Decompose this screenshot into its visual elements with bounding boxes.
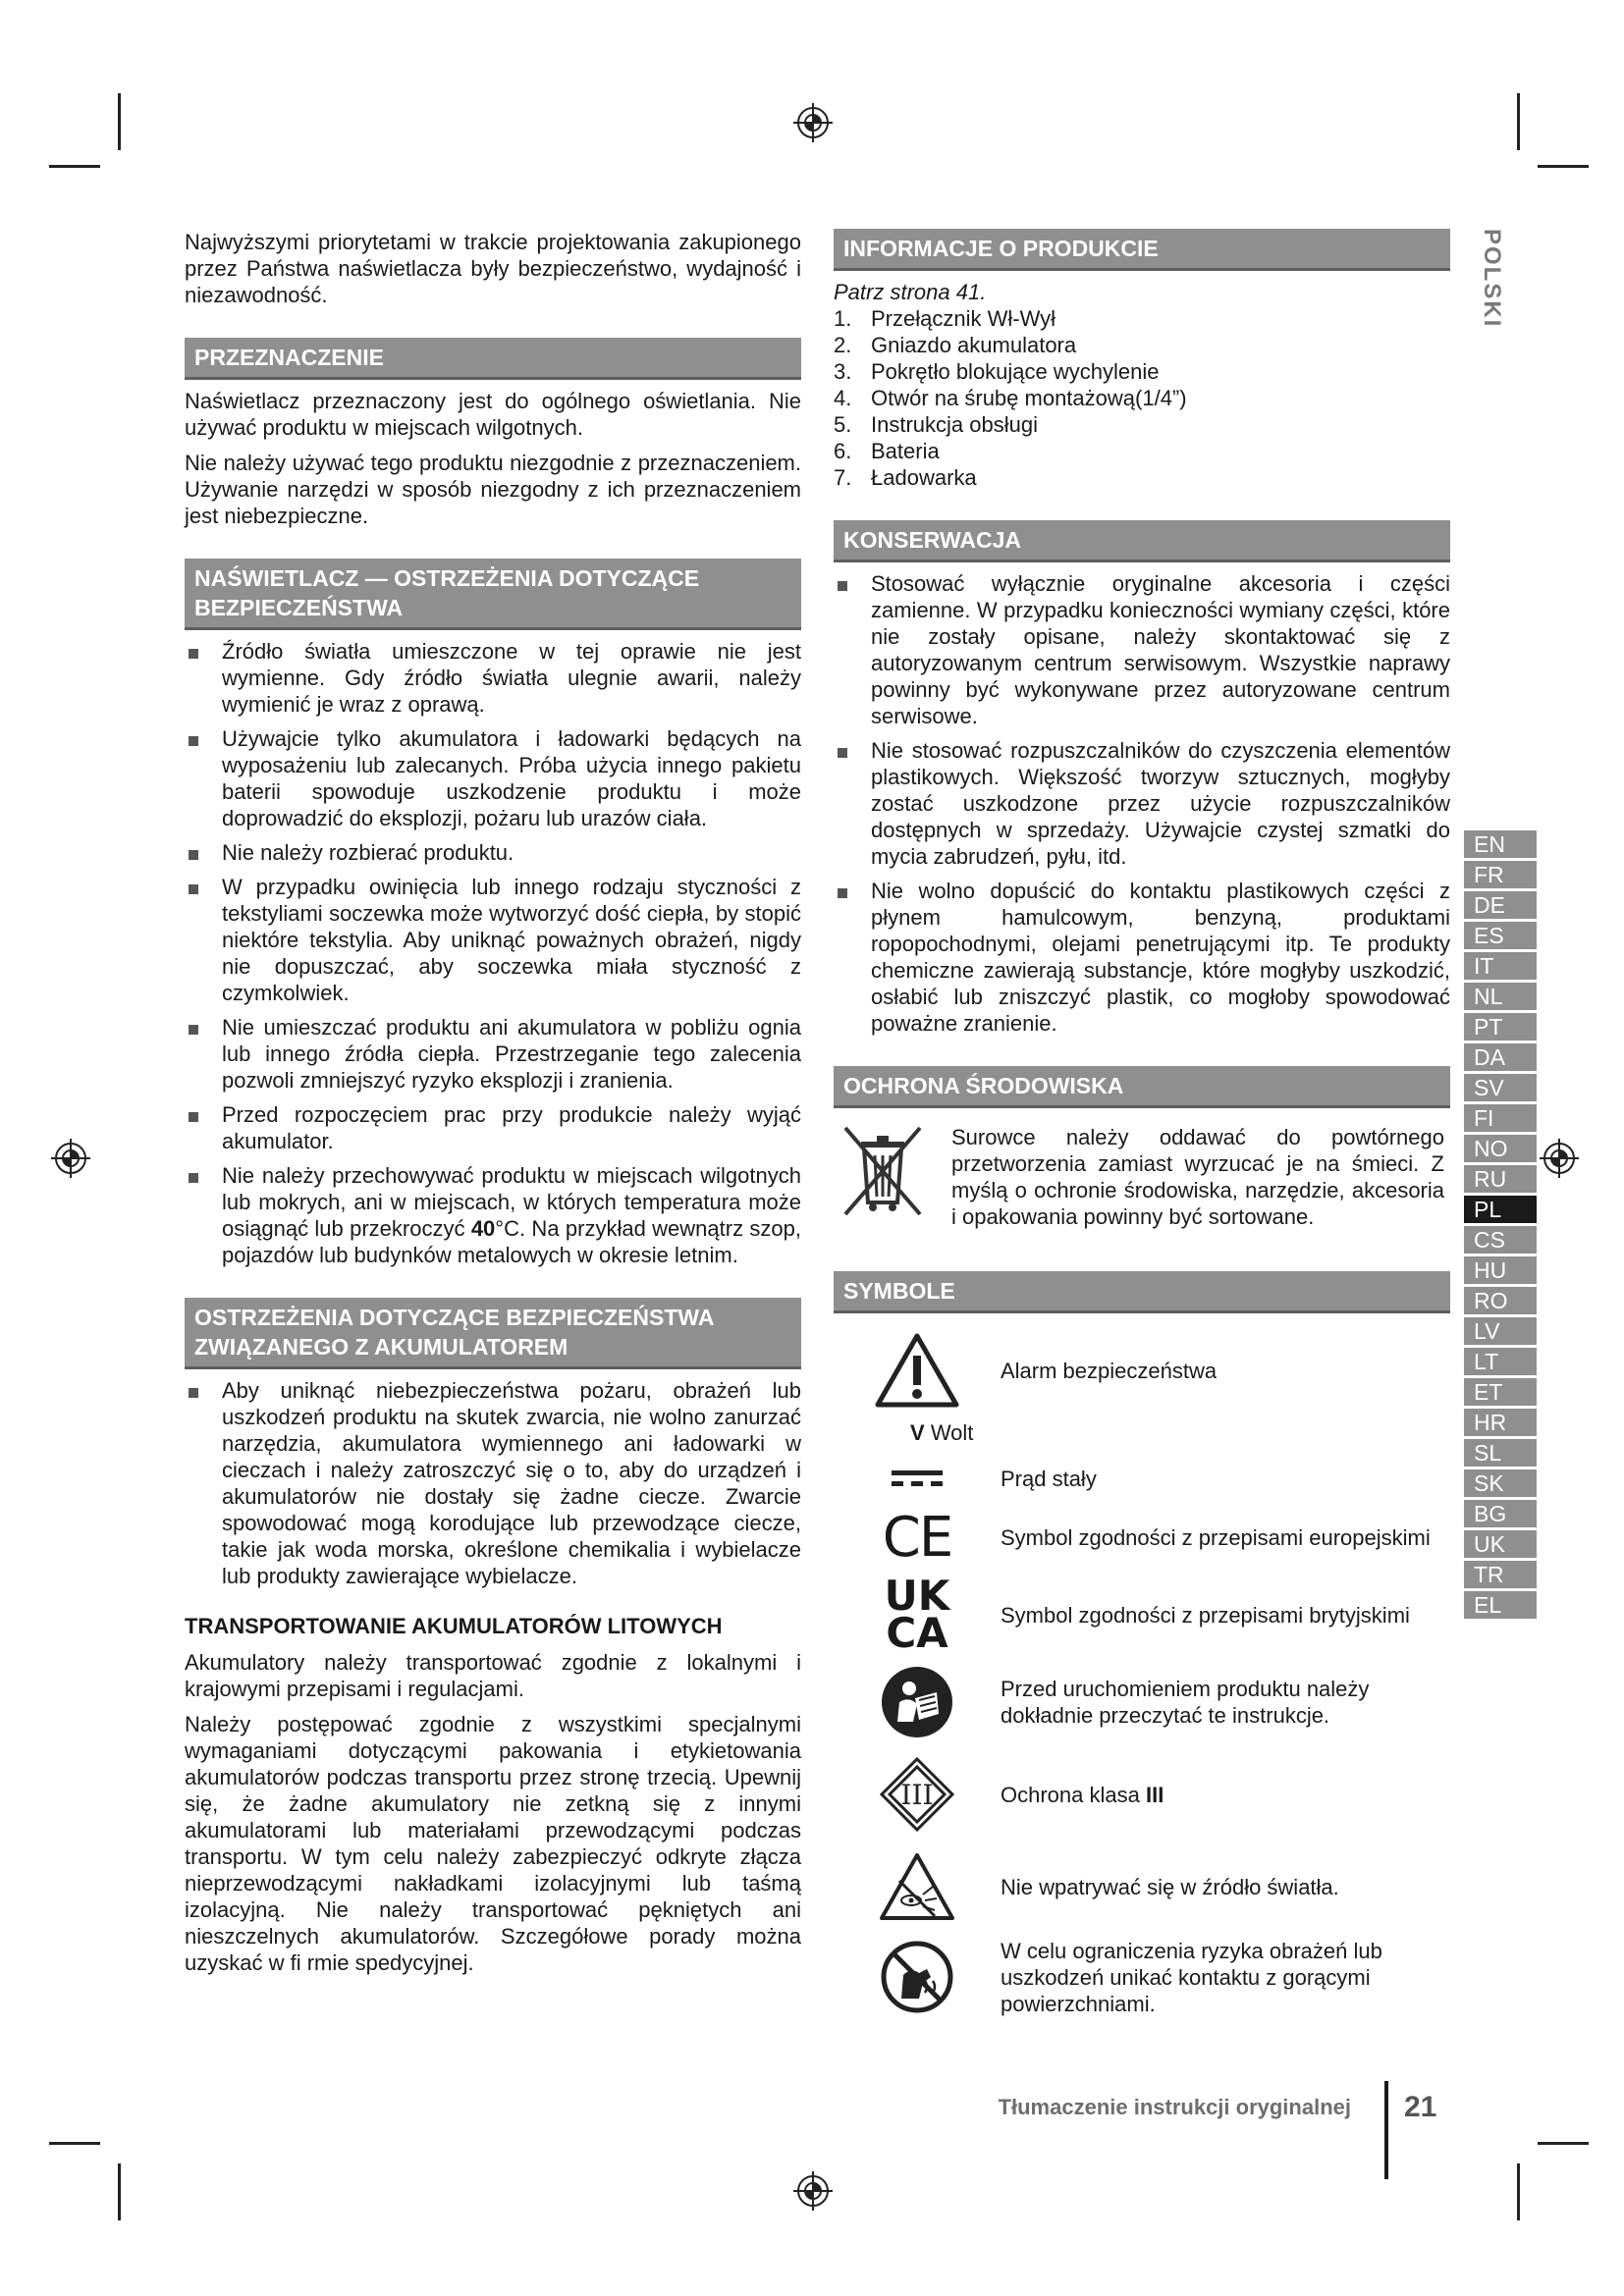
list-item: 2. Gniazdo akumulatora [834, 333, 1077, 357]
symbol-row-hot [834, 1932, 1450, 2022]
warning-triangle-icon [873, 1331, 961, 1410]
registration-mark-icon [51, 1139, 90, 1178]
transport-paragraph: Akumulatory należy transportować zgodnie z lokalnymi i krajowymi przepisami i regulacjami. [185, 1650, 801, 1701]
list-item: 7. Ładowarka [834, 465, 977, 490]
list-item: Aby uniknąć niebezpieczeństwa pożaru, obrażeń lub uszkodzeń produktu na skutek zwarcia, nie wolno zanurzać narzędzia, akumulatora wymiennego ani ładowarki w cieczach i należy zatroszczyć się o to, aby do urządzeń i akumulatorów nie dostały się żadne ciecze. Zwarcie spowodować mogą korodujące lub przewodzące ciecze, takie jak woda morska, określone chemikalia i wybielacze lub produkty zawierające wybielacze. [185, 1377, 801, 1589]
crop-mark [49, 165, 100, 168]
lang-tab-cs[interactable]: CS [1464, 1226, 1537, 1256]
lang-tab-en[interactable]: EN [1464, 830, 1537, 861]
list-item: W przypadku owinięcia lub innego rodzaju styczności z tekstyliami soczewka może wytworzyć dość ciepła, by stopić niektóre tekstylia. Aby uniknąć poważnych obrażeń, nigdy nie dopuszczać, aby soczewka miała styczność z czymkolwiek. [185, 874, 801, 1006]
crop-mark [118, 2163, 121, 2220]
lang-tab-da[interactable]: DA [1464, 1043, 1537, 1074]
symbol-label: Ochrona klasa III [1001, 1782, 1164, 1807]
lang-tab-lt[interactable]: LT [1464, 1348, 1537, 1378]
symbol-row-dc [834, 1455, 1450, 1502]
page-footer [923, 2081, 1437, 2140]
lang-tab-ro[interactable]: RO [1464, 1287, 1537, 1317]
lang-tab-no[interactable]: NO [1464, 1135, 1537, 1165]
list-item: Nie wolno dopuścić do kontaktu plastikowych części z płynem hamulcowym, benzyną, produktami ropopochodnymi, olejami penetrującymi itp. Te produkty chemiczne zawierają substancje, które mogłyby uszkodzić, osłabić lub zniszczyć plastik, co mogłoby spowodować poważne zranienie. [834, 878, 1450, 1037]
lang-tab-el[interactable]: EL [1464, 1591, 1537, 1622]
crop-mark [118, 93, 121, 150]
crop-mark [49, 2142, 100, 2145]
symbol-row-ce [834, 1502, 1450, 1573]
intro-paragraph: Najwyższymi priorytetami w trakcie projektowania zakupionego przez Państwa naświetlacza były bezpieczeństwo, wydajność i niezawodność. [185, 230, 801, 307]
lang-tab-hu[interactable]: HU [1464, 1256, 1537, 1287]
lang-tab-ru[interactable]: RU [1464, 1165, 1537, 1196]
symbol-label: Symbol zgodności z przepisami europejskimi [1001, 1524, 1431, 1550]
page-number: 21 [1404, 2091, 1437, 2123]
section-header-symbole: SYMBOLE [834, 1271, 1450, 1313]
environment-text: Surowce należy oddawać do powtórnego przetworzenia zamiast wyrzucać je na śmieci. Z myślą o ochronie środowiska, narzędzie, akcesoria i opakowania powinny być sortowane. [951, 1125, 1444, 1229]
list-item: 3. Pokrętło blokujące wychylenie [834, 359, 1160, 384]
hot-surface-icon [880, 1940, 954, 2014]
konserwacja-list [834, 570, 1450, 1037]
registration-mark-icon [1540, 1139, 1579, 1178]
lang-tab-nl[interactable]: NL [1464, 983, 1537, 1013]
crop-mark [1517, 2163, 1520, 2220]
ukca-mark-icon: UK CA [884, 1572, 950, 1657]
symbol-label: Nie wpatrywać się w źródło światła. [1001, 1874, 1339, 1899]
symbol-row-nolook [834, 1842, 1450, 1932]
section-header-przeznaczenie: PRZEZNACZENIE [185, 338, 801, 380]
lang-tab-es[interactable]: ES [1464, 922, 1537, 952]
list-item: Nie umieszczać produktu ani akumulatora w pobliżu ognia lub innego źródła ciepła. Przestrzeganie tego zalecenia pozwoli zmniejszyć ryzyko eksplozji i zranienia. [185, 1014, 801, 1094]
lang-tab-uk[interactable]: UK [1464, 1530, 1537, 1561]
left-column [185, 229, 801, 1985]
volt-symbol-row: V Wolt [910, 1420, 974, 1445]
section-header-konserwacja: KONSERWACJA [834, 520, 1450, 562]
footer-divider [1384, 2081, 1388, 2179]
direct-current-icon [888, 1467, 947, 1490]
product-parts-list [834, 305, 1450, 491]
lang-tab-fi[interactable]: FI [1464, 1104, 1537, 1135]
registration-mark-icon [793, 2171, 833, 2211]
list-item: Nie należy rozbierać produktu. [185, 839, 801, 866]
symbol-row-manual [834, 1657, 1450, 1747]
lang-tab-fr[interactable]: FR [1464, 861, 1537, 891]
section-header-informacje: INFORMACJE O PRODUKCIE [834, 229, 1450, 271]
lang-tab-sv[interactable]: SV [1464, 1074, 1537, 1104]
crossed-bin-icon [834, 1116, 932, 1224]
naswietlacz-warnings-list [185, 638, 801, 1268]
symbol-row-alarm [834, 1321, 1450, 1419]
list-item: Używajcie tylko akumulatora i ładowarki będących na wyposażeniu lub zalecanych. Próba użycia innego pakietu baterii spowoduje uszkodzenie produktu i może doprowadzić do eksplozji, pożaru lub urazów ciała. [185, 725, 801, 831]
page-reference: Patrz strona 41. [834, 280, 987, 304]
do-not-stare-light-icon [878, 1851, 956, 1922]
lang-tab-pl[interactable]: PL [1464, 1196, 1537, 1226]
language-tabs [1464, 830, 1537, 1622]
section-header-ochrona: OCHRONA ŚRODOWISKA [834, 1066, 1450, 1108]
symbol-row-ukca [834, 1573, 1450, 1657]
transport-heading: TRANSPORTOWANIE AKUMULATORÓW LITOWYCH [185, 1614, 723, 1638]
symbol-label: Prąd stały [1001, 1466, 1097, 1491]
list-item: Nie należy przechowywać produktu w miejscach wilgotnych lub mokrych, ani w miejscach, w których temperatura może osiągnąć lub przekroczyć 40°C. Na przykład wewnątrz szop, pojazdów lub budynków metalowych w okresie letnim. [185, 1162, 801, 1268]
list-item: 1. Przełącznik Wł-Wył [834, 306, 1056, 331]
ce-mark-icon: CE [882, 1505, 952, 1570]
lang-tab-sk[interactable]: SK [1464, 1469, 1537, 1500]
symbol-label: W celu ograniczenia ryzyka obrażeń lub uszkodzeń unikać kontaktu z gorącymi powierzchniami. [1001, 1938, 1382, 2016]
language-side-label: POLSKI [1479, 229, 1505, 329]
lang-tab-sl[interactable]: SL [1464, 1439, 1537, 1469]
akumulator-warnings-list [185, 1377, 801, 1589]
registration-mark-icon [793, 103, 833, 142]
list-item: 4. Otwór na śrubę montażową(1/4”) [834, 386, 1187, 410]
lang-tab-pt[interactable]: PT [1464, 1013, 1537, 1043]
class-three-label: III [900, 1779, 934, 1811]
lang-tab-de[interactable]: DE [1464, 891, 1537, 922]
list-item: 5. Instrukcja obsługi [834, 412, 1038, 437]
symbol-label: Alarm bezpieczeństwa [1001, 1358, 1218, 1383]
lang-tab-hr[interactable]: HR [1464, 1409, 1537, 1439]
class-three-protection-icon [878, 1755, 956, 1834]
section-header-akumulator: OSTRZEŻENIA DOTYCZĄCE BEZPIECZEŃSTWA ZWIĄZANEGO Z AKUMULATOREM [185, 1298, 801, 1369]
section-header-naswietlacz: NAŚWIETLACZ — OSTRZEŻENIA DOTYCZĄCE BEZPIECZEŃSTWA [185, 559, 801, 630]
list-item: Stosować wyłącznie oryginalne akcesoria i części zamienne. W przypadku konieczności wymiany części, które nie zostały opisane, należy skontaktować się z autoryzowanym centrum serwisowym. Wszystkie naprawy powinny być wykonywane przez autoryzowane centrum serwisowe. [834, 570, 1450, 729]
list-item: Źródło światła umieszczone w tej oprawie nie jest wymienne. Gdy źródło światła ulegnie awarii, należy wymienić je wraz z oprawą. [185, 638, 801, 718]
przeznaczenie-paragraph: Nie należy używać tego produktu niezgodnie z przeznaczeniem. Używanie narzędzi w sposób niezgodny z ich przeznaczeniem jest niebezpieczne. [185, 451, 801, 528]
list-item: Przed rozpoczęciem prac przy produkcie należy wyjąć akumulator. [185, 1101, 801, 1154]
right-column [834, 229, 1450, 2022]
environment-note [834, 1116, 1450, 1230]
lang-tab-bg[interactable]: BG [1464, 1500, 1537, 1530]
symbol-label: Przed uruchomieniem produktu należy dokładnie przeczytać te instrukcje. [1001, 1677, 1370, 1728]
przeznaczenie-paragraph: Naświetlacz przeznaczony jest do ogólnego oświetlania. Nie używać produktu w miejscach wilgotnych. [185, 389, 801, 440]
list-item: 6. Bateria [834, 439, 940, 463]
lang-tab-lv[interactable]: LV [1464, 1317, 1537, 1348]
footer-text: Tłumaczenie instrukcji oryginalnej [998, 2095, 1351, 2119]
transport-paragraph: Należy postępować zgodnie z wszystkimi specjalnymi wymaganiami dotyczącymi pakowania i etykietowania akumulatorów podczas transportu przez stronę trzecią. Upewnij się, że żadne akumulatory nie zetkną się z innymi akumulatorami lub materiałami przewodzącymi podczas transportu. W tym celu należy zabezpieczyć odkryte złącza nieprzewodzącymi nakładkami izolacyjnymi lub taśmą izolacyjną. Nie należy transportować pękniętych ani nieszczelnych akumulatorów. Szczegółowe porady można uzyskać w fi rmie spedycyjnej. [185, 1712, 801, 1975]
lang-tab-tr[interactable]: TR [1464, 1561, 1537, 1591]
symbol-row-class3 [834, 1747, 1450, 1842]
symbol-label: Symbol zgodności z przepisami brytyjskimi [1001, 1602, 1410, 1628]
crop-mark [1538, 2142, 1589, 2145]
read-manual-icon [880, 1665, 954, 1739]
lang-tab-et[interactable]: ET [1464, 1378, 1537, 1409]
crop-mark [1517, 93, 1520, 150]
list-item: Nie stosować rozpuszczalników do czyszczenia elementów plastikowych. Większość tworzyw sztucznych, mogłyby zostać uszkodzone przez użycie rozpuszczalników dostępnych w sprzedaży. Używajcie czystej szmatki do mycia zabrudzeń, pyłu, itd. [834, 737, 1450, 870]
lang-tab-it[interactable]: IT [1464, 952, 1537, 983]
crop-mark [1538, 165, 1589, 168]
